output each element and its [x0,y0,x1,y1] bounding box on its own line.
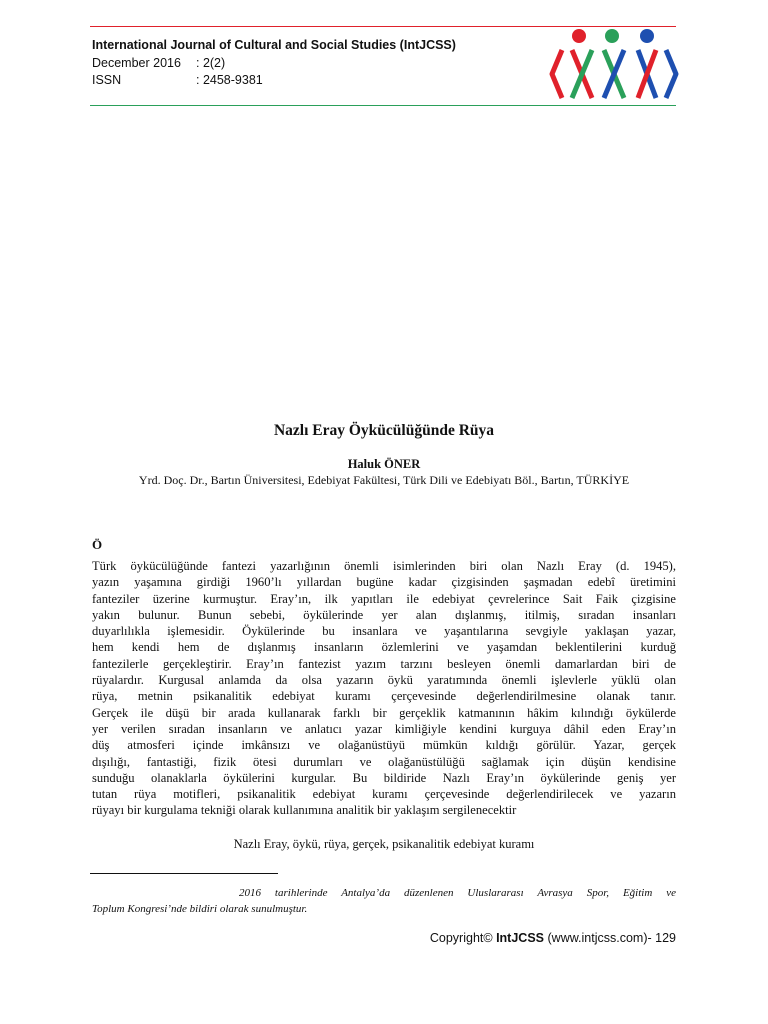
article-author: Haluk ÖNER [347,457,421,471]
abstract-line: Gerçek ile düşü bir arada kullanarak farklı bir gerçeklik katmanının hâkim kılındığı öykülerde [92,705,676,720]
abstract-line: sunduğu olanaklarla öykülerini kurgular. Bu bildiride Nazlı Eray’ın öykülerinde geniş yer [92,770,676,785]
abstract-line: rüya, metnin psikanalitik edebiyat kuramı çerçevesinde değerlendirilmesine olanak tanır. [92,689,676,704]
logo-green-dot [605,29,619,43]
journal-name: International Journal of Cultural and Social Studies (IntJCSS) [92,38,456,52]
header-bottom-rule [90,105,676,106]
footnote-line: Toplum Kongresi’nde bildiri olarak sunulmuştur. [92,903,308,915]
copyright-suffix: (www.intjcss.com)- 129 [547,931,676,945]
article-title: Nazlı Eray Öykücülüğünde Rüya [273,422,495,439]
abstract-line: düş atmosferi içinde imkânsızı ve olağanüstüyü mümkün kıldığı görülür. Yazar, gerçek [92,738,676,753]
copyright-line [430,931,676,945]
keywords: Nazlı Eray, öykü, rüya, gerçek, psikanalitik edebiyat kuramı [233,837,535,851]
abstract-line: yer verilen sıradan insanların ve anlatıcı yazar kimliğiyle kendini kurguya dâhil eden Eray’ın [92,721,676,736]
header-top-rule [90,26,676,27]
abstract-line: rüyalardır. Kurgusal anlamda da olsa yazarın öykü yaratımında önemli işlevlerle yüklü olan [92,673,676,688]
issn-line [92,72,263,89]
copyright-brand: IntJCSS [496,931,545,945]
abstract-line: tutan rüya motifleri, psikanalitik edebiyat kuramı çerçevesinde değerlendirilecek ve yazarın [92,787,676,802]
abstract-line: dışılığı, fantastiği, fizik ötesi durumları ve olağanüstülüğü sağlamak için düşün kendisine [92,754,676,769]
logo-left-bracket [552,50,562,98]
footnote-rule [90,873,278,874]
abstract-line: rüyayı bir kurgulama tekniği olarak kullanımına analitik bir yaklaşım sergilenecektir [92,803,517,818]
abstract-line: yazın yaşamına girdiği 1960’lı yıllardan bugüne kadar çizgisinden şaşmadan edebî üretimini [92,575,676,590]
issue-date-line [92,55,225,72]
issn-label: ISSN [92,73,122,87]
copyright-prefix: Copyright© [429,931,493,945]
abstract-line: fantezilerle gerçekleştirir. Eray’ın fantezist yazım tarzını besleyen önemli damarlardan biri de [92,656,676,671]
abstract-line: fanteziler üzerine kurmuştur. Eray’ın, ilk yapıtları ile edebiyat çevrelerince Sait Faik çizgisine [92,591,676,606]
footnote [92,885,676,917]
abstract-line: hem kendi hem de dışlanmış insanların özlemlerini ve yaşamdan beklentilerini kurduğ [92,640,676,655]
logo-blue-dot [640,29,654,43]
footnote-line: 2016 tarihlerinde Antalya’da düzenlenen Uluslararası Avrasya Spor, Eğitim ve [239,887,676,899]
issn-value: : 2458-9381 [196,73,263,87]
issue-date-label: December 2016 [92,56,181,70]
abstract-line: yakın bulunur. Bunun sebebi, öykülerinde yer alan dışlanmış, itilmiş, sıradan insanları [92,607,676,622]
abstract-line: Türk öykücülüğünde fantezi yazarlığının önemli isimlerinden biri olan Nazlı Eray (d. 1945), [92,559,676,573]
logo-red-dot [572,29,586,43]
logo-right-bracket [666,50,676,98]
journal-logo [548,28,680,106]
issue-volume: : 2(2) [196,56,226,70]
abstract-heading: Ö [92,537,103,552]
abstract-body [92,558,676,819]
abstract-line: duyarlılıkla işlemesidir. Öykülerinde bu insanlara ve yaşantılarına sevgiyle yaklaşan yazar, [92,624,676,639]
author-affiliation: Yrd. Doç. Dr., Bartın Üniversitesi, Edebiyat Fakültesi, Türk Dili ve Edebiyatı Böl., Bartın, TÜRKİYE [138,473,630,487]
